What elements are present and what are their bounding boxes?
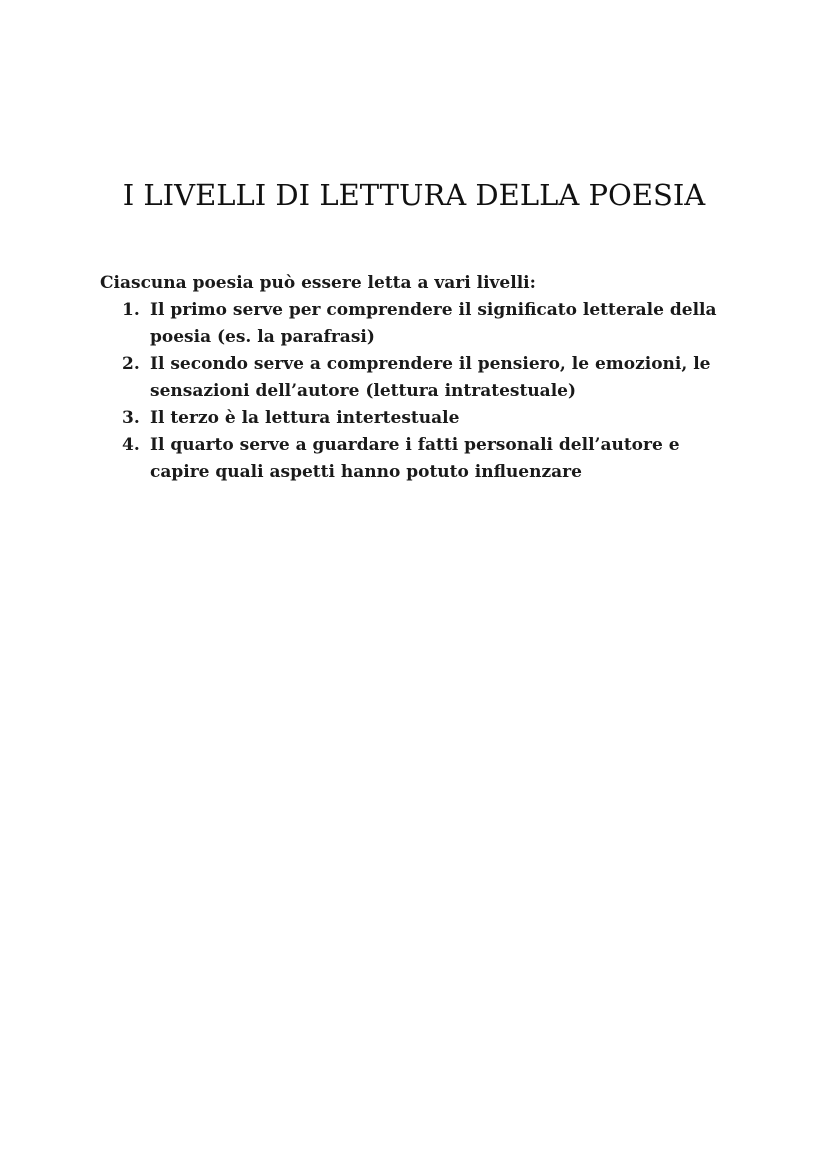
list-item-number: 4.: [122, 435, 140, 455]
document-body: [100, 270, 720, 486]
list-item: [100, 297, 720, 351]
intro-text: Ciascuna poesia può essere letta a vari livelli:: [100, 273, 536, 293]
page-title: I LIVELLI DI LETTURA DELLA POESIA: [122, 178, 706, 212]
list-item-text: Il terzo è la lettura intertestuale: [150, 408, 460, 428]
list-item-text: Il quarto serve a guardare i fatti personali dell’autore e capire quali aspetti hanno potuto influenzare: [150, 435, 680, 482]
levels-list: [100, 297, 720, 486]
list-item-text: Il secondo serve a comprendere il pensiero, le emozioni, le sensazioni dell’autore (lettura intratestuale): [150, 354, 711, 401]
list-item-text: Il primo serve per comprendere il significato letterale della poesia (es. la parafrasi): [150, 300, 717, 347]
list-item: [100, 432, 720, 486]
list-item-number: 3.: [122, 408, 140, 428]
list-item-number: 2.: [122, 354, 140, 374]
list-item: [100, 405, 720, 432]
list-item: [100, 351, 720, 405]
list-item-number: 1.: [122, 300, 140, 320]
